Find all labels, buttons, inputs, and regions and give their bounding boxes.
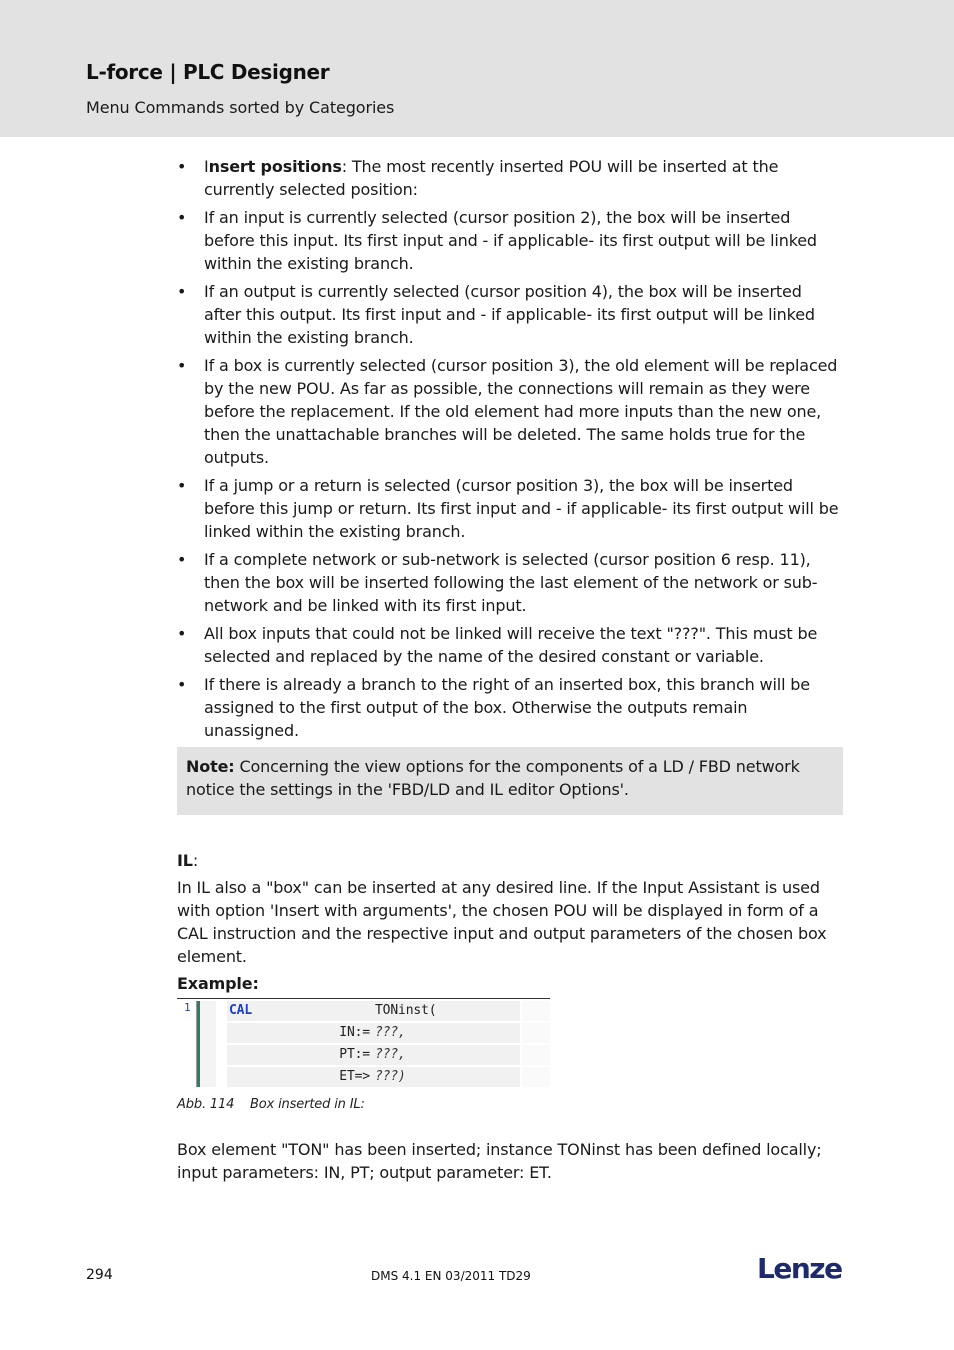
- code-value: TONinst(: [375, 1003, 437, 1018]
- gutter-area: [200, 1001, 216, 1087]
- main-content: [177, 155, 843, 1184]
- page-number: 294: [86, 1267, 113, 1283]
- code-cell: [520, 1067, 550, 1087]
- document-title: L-force | PLC Designer: [86, 60, 330, 84]
- code-row: [227, 1067, 550, 1087]
- code-row: [227, 1023, 550, 1043]
- il-heading: IL:: [177, 851, 199, 870]
- caption-text: Box inserted in IL:: [250, 1097, 365, 1112]
- list-item: • All box inputs that could not be linked will receive the text "???". This must be selected and replaced by the name of the desired constant or variable.: [177, 622, 843, 668]
- line-number: 1: [184, 1001, 191, 1014]
- bullet-list: [177, 155, 843, 742]
- code-value: ???): [375, 1069, 406, 1084]
- note-box: [177, 747, 843, 815]
- code-cell: [520, 1045, 550, 1065]
- note-text: Concerning the view options for the components of a LD / FBD network notice the settings in the 'FBD/LD and IL editor Options'.: [186, 757, 800, 799]
- list-item: • Insert positions: The most recently inserted POU will be inserted at the currently selected position:: [177, 155, 843, 201]
- lenze-logo: Lenze: [757, 1252, 842, 1285]
- code-row: [227, 1045, 550, 1065]
- code-example-figure: [177, 998, 550, 1087]
- code-keyword: CAL: [229, 1003, 253, 1018]
- page-header: [0, 0, 954, 137]
- example-label: Example:: [177, 974, 259, 993]
- il-paragraph: In IL also a "box" can be inserted at any desired line. If the Input Assistant is used with option 'Insert with arguments', the chosen POU will be displayed in form of a CAL instruction and the respective input and output parameters of the chosen box element.: [177, 878, 827, 966]
- document-subtitle: Menu Commands sorted by Categories: [86, 98, 395, 117]
- figure-caption: [177, 1096, 843, 1113]
- list-item: • If there is already a branch to the right of an inserted box, this branch will be assigned to the first output of the box. Otherwise the outputs remain unassigned.: [177, 673, 843, 742]
- summary-paragraph: Box element "TON" has been inserted; instance TONinst has been defined locally; input parameters: IN, PT; output parameter: ET.: [177, 1140, 822, 1182]
- code-cell: [520, 1023, 550, 1043]
- code-row: [227, 1001, 550, 1021]
- code-value: ???,: [375, 1047, 406, 1062]
- list-item: • If an output is currently selected (cursor position 4), the box will be inserted after this output. Its first input and - if applicable- its first output will be linked within the existing branch.: [177, 280, 843, 349]
- code-rows: [227, 1001, 550, 1089]
- code-param: PT:=: [339, 1047, 370, 1062]
- list-item: • If a complete network or sub-network is selected (cursor position 6 resp. 11), then the box will be inserted following the last element of the network or sub-network and be linked with its first input.: [177, 548, 843, 617]
- list-item: • If a jump or a return is selected (cursor position 3), the box will be inserted before this jump or return. Its first input and - if applicable- its first output will be linked within the existing branch.: [177, 474, 843, 543]
- code-cell: [520, 1001, 550, 1021]
- note-label: Note:: [186, 757, 235, 776]
- list-item: • If an input is currently selected (cursor position 2), the box will be inserted before this input. Its first input and - if applicable- its first output will be linked within the existing branch.: [177, 206, 843, 275]
- code-value: ???,: [375, 1025, 406, 1040]
- code-param: ET=>: [339, 1069, 370, 1084]
- caption-number: Abb. 114: [177, 1097, 235, 1112]
- list-item: • If a box is currently selected (cursor position 3), the old element will be replaced by the new POU. As far as possible, the connections will remain as they were before the replacement. If the old element had more inputs than the new one, then the unattachable branches will be deleted. The same holds true for the outputs.: [177, 354, 843, 469]
- code-param: IN:=: [339, 1025, 370, 1040]
- document-id: DMS 4.1 EN 03/2011 TD29: [371, 1269, 531, 1283]
